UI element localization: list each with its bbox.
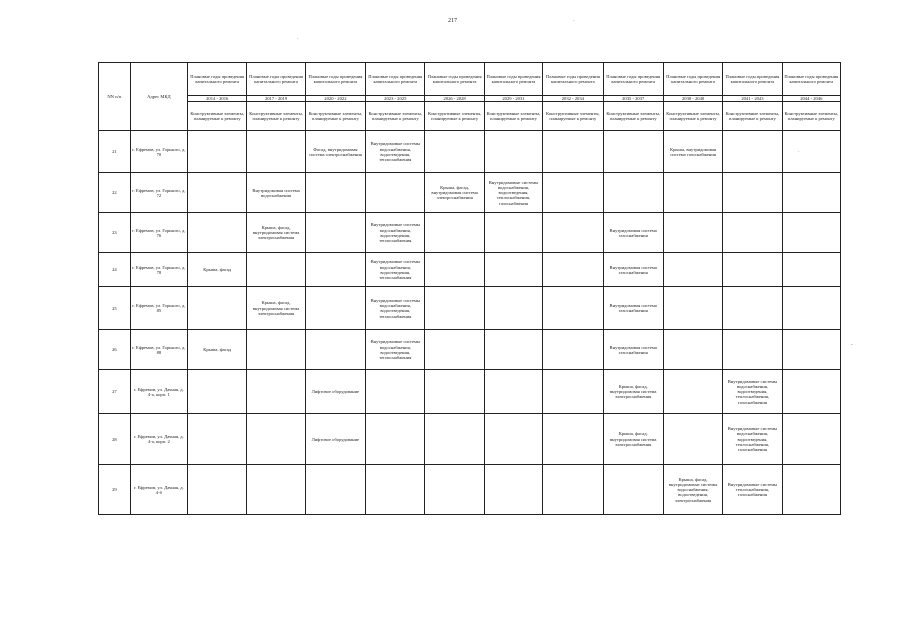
table-row (99, 370, 841, 414)
table-cell (425, 370, 484, 414)
header-elements-label: Конструктивные элементы, планируемые к ремонту (305, 102, 365, 131)
table-cell (425, 330, 484, 370)
scan-speck: · (297, 37, 299, 42)
table-cell (305, 213, 365, 253)
table-cell: Крыша, фасад, внутридомовые системы водоснабжения, водоотведения, электроснабжения (663, 465, 722, 515)
table-cell (663, 253, 722, 287)
table-cell (247, 370, 305, 414)
header-year-range: 2035 - 2037 (603, 96, 663, 102)
table-cell (305, 287, 365, 330)
table-cell (723, 253, 782, 287)
table-cell (188, 287, 247, 330)
table-cell (188, 131, 247, 173)
table-cell (543, 253, 603, 287)
table-cell: Крыша, фасад, внутридомовая система электроснабжения (247, 287, 305, 330)
header-year-range: 2044 - 2046 (782, 96, 840, 102)
scan-speck: · (798, 150, 800, 155)
table-cell (484, 330, 542, 370)
table-cell: Внутридомовые системы теплоснабжения, газоснабжения (723, 465, 782, 515)
table-cell (782, 414, 840, 465)
header-period-label: Плановые годы проведения капитального ремонта (663, 63, 722, 96)
table-cell: Фасад, внутридомовая система электроснабжения (305, 131, 365, 173)
table-cell (723, 173, 782, 213)
table-cell (782, 330, 840, 370)
table-cell: Внутридомовая система газоснабжения (603, 287, 663, 330)
row-number: 26 (99, 330, 131, 370)
table-cell: Внутридомовые системы водоснабжения, водоотведения, теплоснабжения, газоснабжения (723, 370, 782, 414)
header-row-period (99, 63, 841, 96)
header-elements-label: Конструктивные элементы, планируемые к ремонту (247, 102, 305, 131)
table-cell (247, 253, 305, 287)
header-year-range: 2023 - 2025 (366, 96, 425, 102)
table-cell (247, 414, 305, 465)
table-cell (305, 465, 365, 515)
table-cell (782, 287, 840, 330)
table-cell: Внутридомовая система газоснабжения (603, 213, 663, 253)
table-row (99, 287, 841, 330)
header-year-range: 2026 - 2028 (425, 96, 484, 102)
table-cell (663, 173, 722, 213)
table-cell (188, 213, 247, 253)
table-cell (543, 213, 603, 253)
row-address: г. Ефремов, ул. Горького, д. 78 (130, 253, 187, 287)
table-cell (543, 330, 603, 370)
table-cell (723, 330, 782, 370)
table-cell (247, 465, 305, 515)
row-number: 23 (99, 213, 131, 253)
table-cell: Крыша, фасад (188, 330, 247, 370)
table-cell (305, 330, 365, 370)
header-address: Адрес МКД (130, 63, 187, 131)
table-cell (366, 173, 425, 213)
table-cell (366, 370, 425, 414)
table-cell (484, 131, 542, 173)
table-cell (603, 131, 663, 173)
table-cell (425, 253, 484, 287)
header-period-label: Плановые годы проведения капитального ремонта (247, 63, 305, 96)
scan-speck: · (573, 19, 575, 24)
table-cell (484, 253, 542, 287)
header-elements-label: Конструктивные элементы, планируемые к ремонту (782, 102, 840, 131)
table-cell (543, 287, 603, 330)
header-period-label: Плановые годы проведения капитального ремонта (305, 63, 365, 96)
table-cell (543, 414, 603, 465)
row-address: г. Ефремов, ул. Горького, д. 72 (130, 173, 187, 213)
header-elements-label: Конструктивные элементы, планируемые к ремонту (543, 102, 603, 131)
table-cell (782, 253, 840, 287)
header-period-label: Плановые годы проведения капитального ремонта (484, 63, 542, 96)
table-cell (247, 330, 305, 370)
table-cell: Крыша, внутридомовая система газоснабжения (663, 131, 722, 173)
header-year-range: 2014 - 2016 (188, 96, 247, 102)
row-number: 21 (99, 131, 131, 173)
table-row (99, 330, 841, 370)
table-cell (484, 465, 542, 515)
table-cell (305, 173, 365, 213)
row-number: 22 (99, 173, 131, 213)
header-period-label: Плановые годы проведения капитального ремонта (188, 63, 247, 96)
table-cell (425, 465, 484, 515)
header-elements-label: Конструктивные элементы, планируемые к ремонту (484, 102, 542, 131)
header-num: NN п/п (99, 63, 131, 131)
table-cell (484, 213, 542, 253)
header-year-range: 2020 - 2022 (305, 96, 365, 102)
page-number: 217 (448, 18, 457, 24)
row-address: г. Ефремов, ул. Дачная, д. 4-б (130, 465, 187, 515)
header-elements-label: Конструктивные элементы, планируемые к ремонту (663, 102, 722, 131)
header-period-label: Плановые годы проведения капитального ремонта (723, 63, 782, 96)
table-cell (305, 253, 365, 287)
header-period-label: Плановые годы проведения капитального ремонта (782, 63, 840, 96)
table-cell (543, 131, 603, 173)
table-cell: Лифтовое оборудование (305, 370, 365, 414)
table-cell: Внутридомовые системы водоснабжения, водоотведения, теплоснабжения (366, 213, 425, 253)
table-cell (188, 173, 247, 213)
table-cell (188, 465, 247, 515)
row-address: г. Ефремов, ул. Горького, д. 85 (130, 287, 187, 330)
table-cell (425, 131, 484, 173)
header-elements-label: Конструктивные элементы, планируемые к ремонту (723, 102, 782, 131)
table-cell: Лифтовое оборудование (305, 414, 365, 465)
header-elements-label: Конструктивные элементы, планируемые к ремонту (603, 102, 663, 131)
table-cell (366, 414, 425, 465)
table-cell (484, 414, 542, 465)
table-cell (247, 131, 305, 173)
table-cell (782, 213, 840, 253)
header-year-range: 2029 - 2031 (484, 96, 542, 102)
table-cell (663, 414, 722, 465)
table-cell: Внутридомовые системы водоснабжения, водоотведения, теплоснабжения (366, 131, 425, 173)
table-cell: Внутридомовые системы водоснабжения, водоотведения, теплоснабжения, газоснабжения (723, 414, 782, 465)
table-cell (723, 213, 782, 253)
table-cell (782, 131, 840, 173)
row-number: 28 (99, 414, 131, 465)
table-cell: Внутридомовые системы водоснабжения, водоотведения, теплоснабжения (366, 330, 425, 370)
table-cell: Внутридомовые системы водоснабжения, водоотведения, теплоснабжения, газоснабжения (484, 173, 542, 213)
table-row (99, 414, 841, 465)
table-cell (543, 465, 603, 515)
header-period-label: Плановые годы проведения капитального ремонта (425, 63, 484, 96)
table-cell (484, 287, 542, 330)
table-row (99, 465, 841, 515)
header-row-elements (99, 102, 841, 131)
table-cell (663, 370, 722, 414)
row-number: 24 (99, 253, 131, 287)
table-cell (663, 287, 722, 330)
row-address: г. Ефремов, ул. Горького, д. 88 (130, 330, 187, 370)
table-row (99, 213, 841, 253)
table-cell (188, 414, 247, 465)
table-cell: Внутридомовая система водоснабжения (247, 173, 305, 213)
row-address: г. Ефремов, ул. Дачная, д. 4-а, корп. 1 (130, 370, 187, 414)
table-cell (425, 213, 484, 253)
header-elements-label: Конструктивные элементы, планируемые к ремонту (188, 102, 247, 131)
table-cell (543, 173, 603, 213)
row-address: г. Ефремов, ул. Горького, д. 76 (130, 213, 187, 253)
table-row (99, 253, 841, 287)
table-cell (425, 287, 484, 330)
header-period-label: Плановые годы проведения капитального ремонта (603, 63, 663, 96)
table-cell (484, 370, 542, 414)
table-cell (603, 465, 663, 515)
table-cell (663, 213, 722, 253)
table-cell: Крыша, фасад (188, 253, 247, 287)
header-elements-label: Конструктивные элементы, планируемые к ремонту (425, 102, 484, 131)
row-address: г. Ефремов, ул. Горького, д. 70 (130, 131, 187, 173)
row-number: 29 (99, 465, 131, 515)
header-period-label: Плановые годы проведения капитального ремонта (543, 63, 603, 96)
table-cell (543, 370, 603, 414)
table-cell (663, 330, 722, 370)
header-year-range: 2038 - 2040 (663, 96, 722, 102)
table-cell (782, 465, 840, 515)
table-cell: Внутридомовая система газоснабжения (603, 253, 663, 287)
row-number: 27 (99, 370, 131, 414)
table-cell (723, 131, 782, 173)
header-year-range: 2017 - 2019 (247, 96, 305, 102)
header-year-range: 2041 - 2043 (723, 96, 782, 102)
table-cell: Внутридомовые системы водоснабжения, водоотведения, теплоснабжения (366, 287, 425, 330)
table-row (99, 173, 841, 213)
scan-speck: - (851, 343, 853, 348)
table-cell: Крыша, фасад, внутридомовая система электроснабжения (603, 414, 663, 465)
table-cell (366, 465, 425, 515)
row-number: 25 (99, 287, 131, 330)
table-cell: Крыша, фасад, внутридомовая система электроснабжения (425, 173, 484, 213)
capital-repair-table (98, 62, 841, 515)
table-cell (782, 370, 840, 414)
table-cell (188, 370, 247, 414)
table-cell (425, 414, 484, 465)
header-year-range: 2032 - 2034 (543, 96, 603, 102)
table-cell (603, 173, 663, 213)
table-cell: Внутридомовые системы водоснабжения, водоотведения, теплоснабжения (366, 253, 425, 287)
row-address: г. Ефремов, ул. Дачная, д. 4-а, корп. 2 (130, 414, 187, 465)
table-row (99, 131, 841, 173)
table-cell: Внутридомовая система газоснабжения (603, 330, 663, 370)
header-elements-label: Конструктивные элементы, планируемые к ремонту (366, 102, 425, 131)
table-cell: Крыша, фасад, внутридомовая система электроснабжения (247, 213, 305, 253)
table-cell (723, 287, 782, 330)
table-cell (782, 173, 840, 213)
table-cell: Крыша, фасад, внутридомовая система электроснабжения (603, 370, 663, 414)
header-period-label: Плановые годы проведения капитального ремонта (366, 63, 425, 96)
